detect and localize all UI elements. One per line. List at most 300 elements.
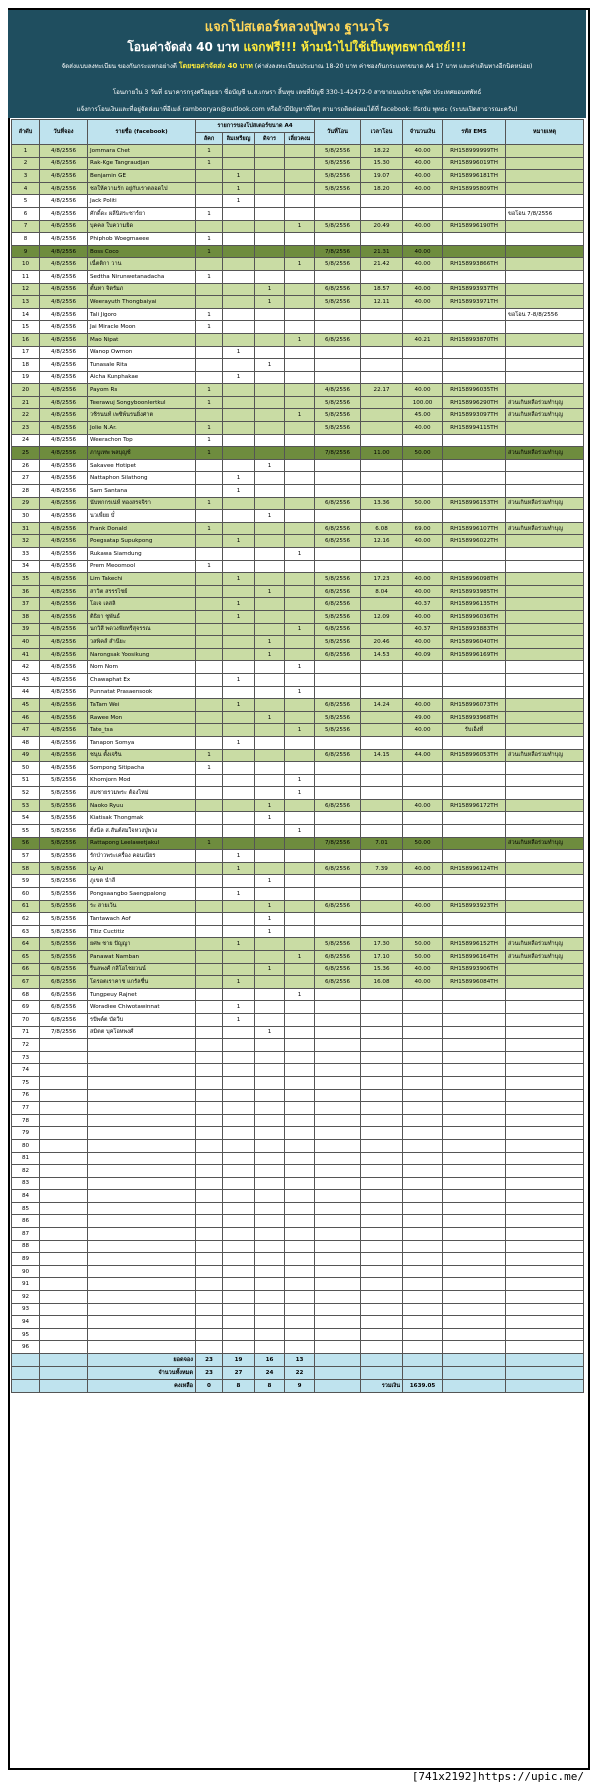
cell-empty (443, 1039, 506, 1052)
cell-type-3 (255, 182, 285, 195)
cell-ems (443, 560, 506, 573)
cell-no: 36 (12, 585, 40, 598)
totals-sum-amount (403, 1354, 443, 1367)
cell-empty (403, 1202, 443, 1215)
cell-paid-date: 7/8/2556 (315, 245, 361, 258)
cell-date: 4/8/2556 (40, 396, 88, 409)
cell-amount (403, 888, 443, 901)
cell-amount (403, 686, 443, 699)
table-row (12, 938, 584, 951)
cell-paid-date: 6/8/2556 (315, 951, 361, 964)
cell-ems: RH158993971TH (443, 296, 506, 309)
cell-note: ขอโอน 7/8/2556 (506, 207, 584, 220)
cell-paid-date: 6/8/2556 (315, 749, 361, 762)
cell-empty (88, 1114, 196, 1127)
cell-empty (403, 1253, 443, 1266)
table-row (12, 1051, 584, 1064)
cell-type-1: 1 (196, 308, 223, 321)
cell-time: 16.08 (361, 976, 403, 989)
cell-type-4: 1 (285, 333, 315, 346)
cell-note: ส่วนเกินหลือร่วมทำบุญ (506, 938, 584, 951)
table-row (12, 661, 584, 674)
cell-no: 71 (12, 1026, 40, 1039)
cell-type-4 (285, 359, 315, 372)
cell-note (506, 195, 584, 208)
cell-no: 86 (12, 1215, 40, 1228)
table-row (12, 1076, 584, 1089)
cell-empty (285, 1215, 315, 1228)
table-row (12, 850, 584, 863)
cell-note (506, 371, 584, 384)
table-row (12, 1114, 584, 1127)
cell-time: 17.23 (361, 573, 403, 586)
cell-empty (40, 1240, 88, 1253)
cell-type-2 (223, 825, 255, 838)
cell-empty (315, 1278, 361, 1291)
table-row (12, 1215, 584, 1228)
cell-empty (223, 1190, 255, 1203)
cell-type-2 (223, 296, 255, 309)
cell-date: 4/8/2556 (40, 258, 88, 271)
cell-type-1 (196, 900, 223, 913)
cell-type-2 (223, 308, 255, 321)
cell-note (506, 913, 584, 926)
cell-empty (443, 1240, 506, 1253)
cell-type-4 (285, 862, 315, 875)
cell-date: 5/8/2556 (40, 799, 88, 812)
cell-type-4 (285, 1001, 315, 1014)
cell-time (361, 812, 403, 825)
cell-amount (403, 774, 443, 787)
cell-type-4 (285, 170, 315, 183)
cell-no: 95 (12, 1328, 40, 1341)
cell-type-3 (255, 258, 285, 271)
cell-type-3 (255, 850, 285, 863)
cell-type-1 (196, 1013, 223, 1026)
cell-date: 5/8/2556 (40, 837, 88, 850)
cell-name: Nom Nom (88, 661, 196, 674)
cell-empty (506, 1380, 584, 1393)
cell-empty (315, 1380, 361, 1393)
cell-date: 4/8/2556 (40, 182, 88, 195)
cell-type-4 (285, 371, 315, 384)
cell-empty (315, 1341, 361, 1354)
cell-date: 4/8/2556 (40, 598, 88, 611)
cell-type-2 (223, 258, 255, 271)
cell-empty (40, 1165, 88, 1178)
table-row (12, 371, 584, 384)
cell-empty (255, 1253, 285, 1266)
cell-empty (361, 1076, 403, 1089)
cell-type-4 (285, 699, 315, 712)
cell-empty (88, 1291, 196, 1304)
cell-empty (196, 1228, 223, 1241)
cell-note (506, 170, 584, 183)
cell-paid-date: 6/8/2556 (315, 799, 361, 812)
cell-no: 54 (12, 812, 40, 825)
cell-amount: 49.00 (403, 711, 443, 724)
cell-type-1: 1 (196, 522, 223, 535)
cell-time (361, 825, 403, 838)
cell-no: 48 (12, 736, 40, 749)
cell-ems: RH158996036TH (443, 610, 506, 623)
cell-empty (315, 1328, 361, 1341)
cell-type-3 (255, 522, 285, 535)
cell-type-3 (255, 623, 285, 636)
table-row (12, 585, 584, 598)
cell-empty (255, 1215, 285, 1228)
totals-sum-amount (403, 1367, 443, 1380)
cell-type-2: 1 (223, 862, 255, 875)
cell-empty (88, 1265, 196, 1278)
cell-note (506, 1013, 584, 1026)
cell-name: Sedtha Nirunwetanadacha (88, 270, 196, 283)
table-row (12, 170, 584, 183)
cell-empty (315, 1265, 361, 1278)
cell-no: 23 (12, 422, 40, 435)
cell-date: 4/8/2556 (40, 170, 88, 183)
cell-note (506, 422, 584, 435)
cell-time: 13.36 (361, 497, 403, 510)
cell-type-3 (255, 170, 285, 183)
cell-no: 41 (12, 648, 40, 661)
cell-empty (223, 1127, 255, 1140)
cell-note (506, 548, 584, 561)
cell-type-1 (196, 220, 223, 233)
cell-no: 84 (12, 1190, 40, 1203)
cell-no: 70 (12, 1013, 40, 1026)
cell-empty (255, 1240, 285, 1253)
cell-date: 4/8/2556 (40, 585, 88, 598)
cell-empty (223, 1076, 255, 1089)
cell-empty (223, 1089, 255, 1102)
cell-note (506, 774, 584, 787)
cell-empty (285, 1190, 315, 1203)
cell-no: 58 (12, 862, 40, 875)
cell-empty (315, 1240, 361, 1253)
cell-date: 4/8/2556 (40, 762, 88, 775)
cell-type-3 (255, 598, 285, 611)
col-type-1: ลัคก (196, 133, 223, 145)
cell-note: ขอโอน 7-8/8/2556 (506, 308, 584, 321)
cell-empty (40, 1139, 88, 1152)
cell-time: 21.31 (361, 245, 403, 258)
cell-empty (506, 1139, 584, 1152)
cell-name: Aicha Kunphakae (88, 371, 196, 384)
table-row (12, 951, 584, 964)
cell-ems (443, 245, 506, 258)
cell-time: 20.46 (361, 636, 403, 649)
cell-empty (285, 1039, 315, 1052)
cell-type-1 (196, 850, 223, 863)
cell-paid-date (315, 1001, 361, 1014)
cell-type-4 (285, 913, 315, 926)
cell-type-3 (255, 409, 285, 422)
cell-time (361, 913, 403, 926)
table-row (12, 283, 584, 296)
cell-time (361, 207, 403, 220)
cell-empty (443, 1202, 506, 1215)
table-row (12, 1190, 584, 1203)
cell-ems: RH158993866TH (443, 258, 506, 271)
cell-ems (443, 308, 506, 321)
cell-time: 21.42 (361, 258, 403, 271)
cell-type-1 (196, 699, 223, 712)
cell-empty (506, 1064, 584, 1077)
cell-type-4 (285, 434, 315, 447)
cell-name: Sompong Sitipacha (88, 762, 196, 775)
cell-date: 6/8/2556 (40, 988, 88, 1001)
cell-time (361, 875, 403, 888)
cell-empty (361, 1190, 403, 1203)
cell-ems (443, 233, 506, 246)
table-row (12, 799, 584, 812)
cell-note (506, 510, 584, 523)
cell-time (361, 736, 403, 749)
cell-name: ชนุน ตั้งเจริน (88, 749, 196, 762)
col-type-3: ดิจาร (255, 133, 285, 145)
cell-paid-date (315, 472, 361, 485)
cell-type-1 (196, 648, 223, 661)
cell-no: 8 (12, 233, 40, 246)
table-row (12, 157, 584, 170)
cell-paid-date: 4/8/2556 (315, 384, 361, 397)
cell-empty (506, 1341, 584, 1354)
cell-type-4: 1 (285, 220, 315, 233)
cell-empty (506, 1265, 584, 1278)
cell-empty (506, 1190, 584, 1203)
cell-time (361, 623, 403, 636)
table-row (12, 699, 584, 712)
cell-date: 4/8/2556 (40, 522, 88, 535)
cell-empty (315, 1253, 361, 1266)
cell-amount: 40.21 (403, 333, 443, 346)
cell-name: Sakavee Hotipet (88, 459, 196, 472)
table-row (12, 724, 584, 737)
cell-ems: RH158993870TH (443, 333, 506, 346)
table-row (12, 396, 584, 409)
page-title: แจกโปสเตอร์หลวงปู่พวง ฐานวโร (204, 20, 390, 35)
cell-amount (403, 485, 443, 498)
cell-empty (506, 1127, 584, 1140)
cell-empty (196, 1139, 223, 1152)
cell-empty (40, 1152, 88, 1165)
cell-empty (443, 1190, 506, 1203)
cell-type-4 (285, 673, 315, 686)
cell-time (361, 1013, 403, 1026)
cell-empty (196, 1177, 223, 1190)
cell-time: 7.01 (361, 837, 403, 850)
cell-paid-date: 5/8/2556 (315, 170, 361, 183)
cell-ems: RH158999999TH (443, 145, 506, 158)
cell-type-2 (223, 1026, 255, 1039)
cell-ems: RH158996022TH (443, 535, 506, 548)
cell-empty (315, 1228, 361, 1241)
cell-type-1 (196, 812, 223, 825)
cell-paid-date: 6/8/2556 (315, 963, 361, 976)
cell-empty (196, 1303, 223, 1316)
cell-name: ชลให้ความรัก อยู่กับเราตลอดไป (88, 182, 196, 195)
cell-date: 5/8/2556 (40, 951, 88, 964)
cell-empty (361, 1165, 403, 1178)
cell-ems: RH158996290TH (443, 396, 506, 409)
cell-type-3 (255, 749, 285, 762)
cell-name: นวเพื่ยย บั๋ (88, 510, 196, 523)
cell-date: 5/8/2556 (40, 888, 88, 901)
cell-empty (255, 1177, 285, 1190)
cell-date: 6/8/2556 (40, 976, 88, 989)
cell-time: 12.09 (361, 610, 403, 623)
cell-empty (285, 1278, 315, 1291)
cell-type-1: 1 (196, 145, 223, 158)
cell-time: 17.10 (361, 951, 403, 964)
cell-empty (506, 1114, 584, 1127)
cell-note (506, 711, 584, 724)
cell-no: 64 (12, 938, 40, 951)
cell-date: 4/8/2556 (40, 724, 88, 737)
cell-ems (443, 661, 506, 674)
cell-time (361, 661, 403, 674)
cell-date: 4/8/2556 (40, 157, 88, 170)
cell-empty (88, 1202, 196, 1215)
cell-amount (403, 1026, 443, 1039)
cell-name: Rattapong Leelawetjakul (88, 837, 196, 850)
cell-ems: RH158993985TH (443, 585, 506, 598)
cell-empty (403, 1291, 443, 1304)
cell-empty (315, 1354, 361, 1367)
cell-ems (443, 459, 506, 472)
cell-type-1: 1 (196, 207, 223, 220)
cell-paid-date (315, 321, 361, 334)
cell-no: 21 (12, 396, 40, 409)
cell-date: 4/8/2556 (40, 686, 88, 699)
cell-time (361, 1026, 403, 1039)
cell-name: Jommara Chet (88, 145, 196, 158)
table-row (12, 1139, 584, 1152)
cell-ems (443, 875, 506, 888)
cell-type-4 (285, 384, 315, 397)
cell-empty (315, 1064, 361, 1077)
cell-amount (403, 787, 443, 800)
cell-date: 4/8/2556 (40, 333, 88, 346)
cell-time (361, 711, 403, 724)
table-row (12, 1039, 584, 1052)
cell-empty (88, 1215, 196, 1228)
cell-name: Sam Santana (88, 485, 196, 498)
cell-type-4: 1 (285, 787, 315, 800)
cell-type-2 (223, 724, 255, 737)
cell-amount (403, 1013, 443, 1026)
cell-note: ส่วนเกินหลือร่วมทำบุญ (506, 837, 584, 850)
totals-row (12, 1380, 584, 1393)
table-row (12, 787, 584, 800)
table-row (12, 774, 584, 787)
cell-empty (223, 1316, 255, 1329)
cell-type-1 (196, 510, 223, 523)
cell-empty (403, 1190, 443, 1203)
cell-type-2 (223, 396, 255, 409)
cell-empty (223, 1139, 255, 1152)
cell-note (506, 1026, 584, 1039)
cell-no: 62 (12, 913, 40, 926)
cell-name: Rawee Mon (88, 711, 196, 724)
cell-type-1: 1 (196, 245, 223, 258)
cell-ems (443, 850, 506, 863)
cell-empty (255, 1278, 285, 1291)
cell-ems: RH158996035TH (443, 384, 506, 397)
cell-time (361, 548, 403, 561)
cell-paid-date (315, 346, 361, 359)
cell-type-4 (285, 207, 315, 220)
cell-empty (315, 1291, 361, 1304)
cell-empty (285, 1328, 315, 1341)
cell-amount: 40.00 (403, 296, 443, 309)
cell-note (506, 799, 584, 812)
cell-type-3: 1 (255, 296, 285, 309)
cell-amount: 40.00 (403, 976, 443, 989)
cell-empty (403, 1051, 443, 1064)
cell-type-3: 1 (255, 636, 285, 649)
cell-no: 27 (12, 472, 40, 485)
cell-time (361, 396, 403, 409)
cell-amount: 40.37 (403, 623, 443, 636)
cell-note: ส่วนเกินหลือร่วมทำบุญ (506, 951, 584, 964)
cell-empty (88, 1228, 196, 1241)
cell-empty (361, 1177, 403, 1190)
cell-no: 2 (12, 157, 40, 170)
totals-sum-amount: 1639.05 (403, 1380, 443, 1393)
cell-empty (285, 1341, 315, 1354)
cell-paid-date: 5/8/2556 (315, 296, 361, 309)
cell-time: 17.30 (361, 938, 403, 951)
cell-name: บุคคล ใบความยิด (88, 220, 196, 233)
cell-amount: 40.00 (403, 585, 443, 598)
cell-empty (403, 1114, 443, 1127)
cell-note (506, 573, 584, 586)
cell-type-3 (255, 976, 285, 989)
cell-type-2 (223, 283, 255, 296)
cell-type-1 (196, 913, 223, 926)
cell-paid-date: 5/8/2556 (315, 573, 361, 586)
cell-name: Punnatat Prasaensook (88, 686, 196, 699)
cell-type-3: 1 (255, 925, 285, 938)
cell-note (506, 888, 584, 901)
table-row (12, 245, 584, 258)
cell-type-3 (255, 157, 285, 170)
table-row (12, 913, 584, 926)
table-row (12, 1202, 584, 1215)
table-row (12, 459, 584, 472)
cell-paid-date: 6/8/2556 (315, 862, 361, 875)
table-row (12, 384, 584, 397)
cell-type-1 (196, 661, 223, 674)
cell-empty (255, 1228, 285, 1241)
cell-amount: 50.00 (403, 837, 443, 850)
cell-amount: 50.00 (403, 497, 443, 510)
cell-empty (361, 1152, 403, 1165)
cell-empty (443, 1127, 506, 1140)
cell-time (361, 422, 403, 435)
cell-type-3 (255, 396, 285, 409)
cell-name: Jolie N.Ar. (88, 422, 196, 435)
table-row (12, 308, 584, 321)
table-row (12, 510, 584, 523)
cell-name: ศักดิ์ดะ ผลีนิสระชาร์ยา (88, 207, 196, 220)
cell-type-2: 1 (223, 535, 255, 548)
cell-amount: 40.00 (403, 182, 443, 195)
cell-no: 51 (12, 774, 40, 787)
cell-type-3 (255, 220, 285, 233)
